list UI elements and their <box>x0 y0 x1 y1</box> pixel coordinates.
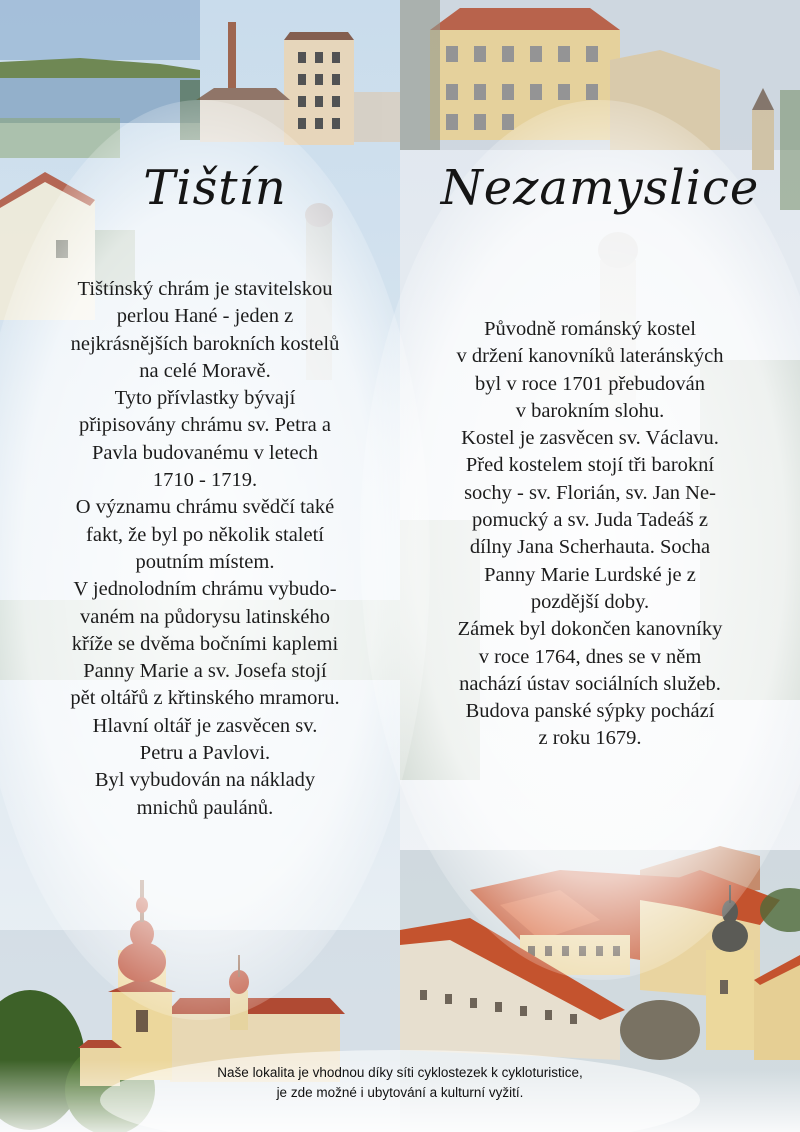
text-line: Zámek byl dokončen kanovníky <box>457 618 723 641</box>
text-line: Tištínský chrám je stavitelskou <box>77 278 333 300</box>
text-line: 1710 - 1719. <box>152 469 258 492</box>
text-line: Panny Marie Lurdské je z <box>484 563 696 586</box>
text-line: sochy - sv. Florián, sv. Jan Ne- <box>464 481 716 504</box>
text-line: v roce 1764, dnes se v něm <box>478 645 702 668</box>
text-line: byl v roce 1701 přebudován <box>475 372 705 395</box>
title-nezamyslice: Nezamyslice <box>440 160 760 216</box>
text-line: poutním místem. <box>135 550 275 573</box>
text-line: mnichů paulánů. <box>136 796 274 819</box>
text-line: Petru a Pavlovi. <box>139 742 271 765</box>
text-line: nachází ústav sociálních služeb. <box>459 672 721 695</box>
text-line: vaném na půdorysu latinského <box>80 605 330 628</box>
text-line: nejkrásnějších barokních kostelů <box>70 332 340 355</box>
text-line: Před kostelem stojí tři barokní <box>465 454 715 477</box>
text-line: Tyto přívlastky bývají <box>114 387 296 410</box>
footer-line-2: je zde možné i ubytování a kulturní vyžití. <box>276 1085 524 1100</box>
text-line: pomucký a sv. Juda Tadeáš z <box>472 509 708 532</box>
text-line: Původně románský kostel <box>484 318 696 340</box>
tistin-text <box>30 276 380 822</box>
footer-note <box>130 1063 670 1103</box>
text-line: Hlavní oltář je zasvěcen sv. <box>92 714 318 737</box>
text-line: Budova panské sýpky pochází <box>465 700 715 723</box>
text-line: kříže se dvěma bočními kaplemi <box>71 632 339 655</box>
text-line: fakt, že byl po několik staletí <box>86 523 324 546</box>
text-line: Pavla budovanému v letech <box>91 441 318 464</box>
text-line: Panny Marie a sv. Josefa stojí <box>83 660 327 683</box>
text-line: pět oltářů z křtinského mramoru. <box>70 687 340 710</box>
text-line: O významu chrámu svědčí také <box>75 496 335 519</box>
text-line: dílny Jana Scherhauta. Socha <box>469 536 711 559</box>
text-line: připisovány chrámu sv. Petra a <box>78 414 331 437</box>
text-line: Byl vybudován na náklady <box>94 769 316 792</box>
title-tistin: Tištín <box>143 160 287 216</box>
text-line: v držení kanovníků lateránských <box>456 345 724 368</box>
text-line: na celé Moravě. <box>139 359 271 382</box>
text-line: V jednolodním chrámu vybudo- <box>73 578 337 601</box>
text-line: z roku 1679. <box>538 727 642 750</box>
footer-line-1: Naše lokalita je vhodnou díky síti cyklostezek k cykloturistice, <box>217 1065 583 1080</box>
text-line: pozdější doby. <box>530 590 650 613</box>
nezamyslice-text <box>410 316 770 753</box>
text-line: v barokním slohu. <box>515 399 665 422</box>
text-line: perlou Hané - jeden z <box>116 305 294 328</box>
text-line: Kostel je zasvěcen sv. Václavu. <box>461 427 719 450</box>
